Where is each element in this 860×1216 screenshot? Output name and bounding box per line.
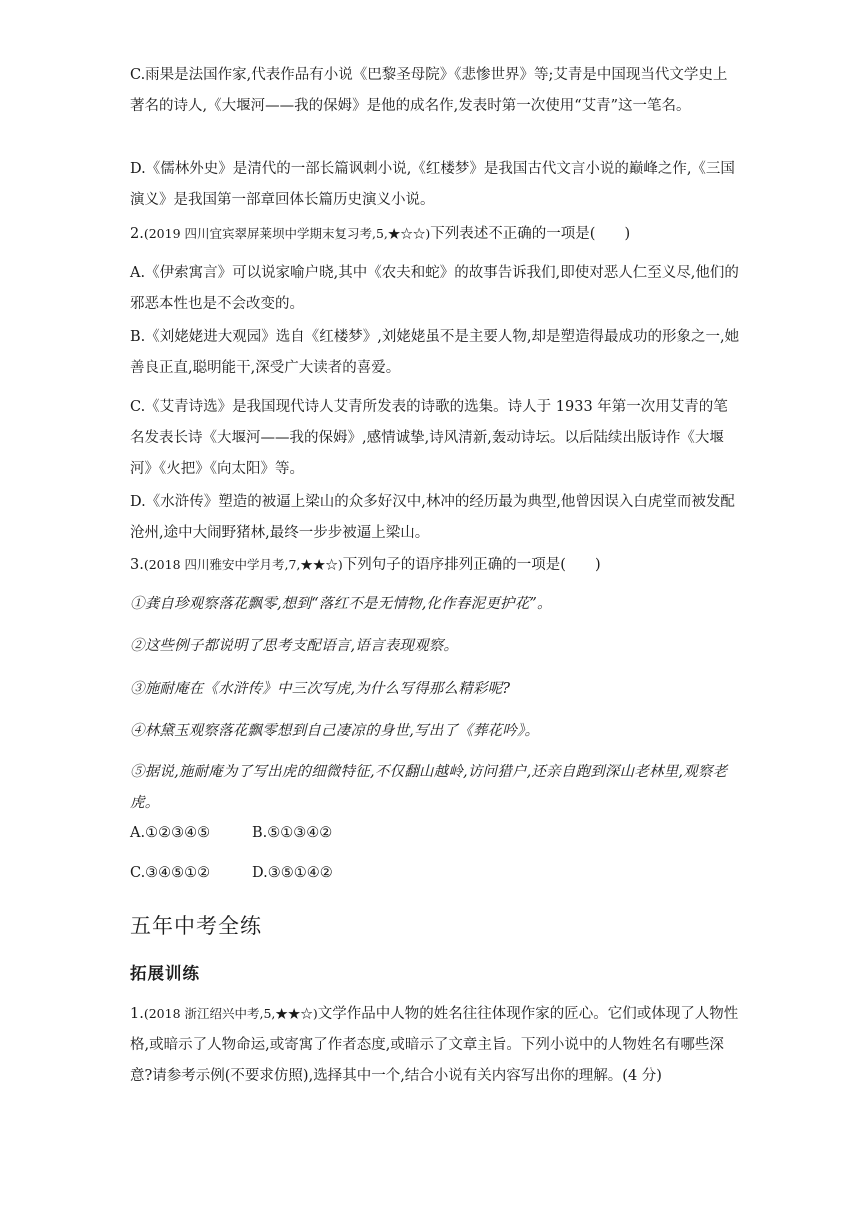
q2-option-b: B.《刘姥姥进大观园》选自《红楼梦》,刘姥姥虽不是主要人物,却是塑造得最成功的形象之一,她善良正直,聪明能干,深受广大读者的喜爱。	[130, 329, 740, 376]
q3-sentence-5: ⑤据说,施耐庵为了写出虎的细微特征,不仅翻山越岭,访问猎户,还亲自跑到深山老林里,观察老虎。	[130, 764, 728, 811]
section-title: 五年中考全练	[130, 914, 262, 938]
q2-option-a: A.《伊索寓言》可以说家喻户晓,其中《农夫和蛇》的故事告诉我们,即使对恶人仁至义尽,他们的邪恶本性也是不会改变的。	[130, 265, 739, 312]
q3-choices-row-2	[130, 858, 333, 889]
q2-option-d: D.《水浒传》塑造的被逼上梁山的众多好汉中,林冲的经历最为典型,他曾因误入白虎堂而被发配沧州,途中大闹野猪林,最终一步步被逼上梁山。	[130, 494, 735, 541]
q3-sentence-2: ②这些例子都说明了思考支配语言,语言表现观察。	[130, 638, 459, 654]
q3-choice-b: B.⑤①③④②	[252, 825, 333, 841]
q3-sentence-1: ①龚自珍观察落花飘零,想到“落红不是无情物,化作春泥更护花”。	[130, 596, 552, 612]
question-2	[130, 218, 740, 250]
question-stem: 下列句子的语序排列正确的一项是( )	[342, 557, 601, 573]
question-number: 1.	[130, 1006, 144, 1022]
subsection-title: 拓展训练	[130, 964, 200, 983]
option-c-text: C.雨果是法国作家,代表作品有小说《巴黎圣母院》《悲惨世界》等;艾青是中国现当代文学史上著名的诗人,《大堰河——我的保姆》是他的成名作,发表时第一次使用“艾青”这一笔名。	[130, 67, 728, 114]
question-source: (2018 四川雅安中学月考,7,★★☆)	[143, 557, 343, 572]
q3-choices-row-1	[130, 818, 332, 849]
question-source: (2019 四川宜宾翠屏莱坝中学期末复习考,5,★☆☆)	[143, 226, 431, 241]
option-d-text: D.《儒林外史》是清代的一部长篇讽刺小说,《红楼梦》是我国古代文言小说的巅峰之作,《三国演义》是我国第一部章回体长篇历史演义小说。	[130, 161, 735, 208]
q3-choice-a: A.①②③④⑤	[130, 825, 211, 841]
q2-option-c: C.《艾青诗选》是我国现代诗人艾青所发表的诗歌的选集。诗人于 1933 年第一次用艾青的笔名发表长诗《大堰河——我的保姆》,感情诚挚,诗风清新,轰动诗坛。以后陆续出版诗作《大堰河》《火把》《向太阳》等。	[130, 399, 728, 477]
q3-sentence-4: ④林黛玉观察落花飘零想到自己凄凉的身世,写出了《葬花吟》。	[130, 723, 540, 739]
question-source: (2018 浙江绍兴中考,5,★★☆)	[143, 1006, 318, 1021]
question-text: 文学作品中人物的姓名往往体现作家的匠心。它们或体现了人物性格,或暗示了人物命运,或寄寓了作者态度,或暗示了文章主旨。下列小说中的人物姓名有哪些深意?请参考示例(不要求仿照),选择其中一个,结合小说有关内容写出你的理解。(4 分)	[130, 1006, 739, 1084]
question-number: 3.	[130, 557, 144, 573]
extension-question-1	[130, 998, 742, 1092]
q3-choice-c: C.③④⑤①②	[130, 865, 211, 881]
q3-choice-d: D.③⑤①④②	[252, 865, 333, 881]
q3-sentence-3: ③施耐庵在《水浒传》中三次写虎,为什么写得那么精彩呢?	[130, 681, 511, 697]
question-number: 2.	[130, 226, 144, 242]
question-3	[130, 549, 740, 581]
question-stem: 下列表述不正确的一项是( )	[430, 226, 631, 242]
